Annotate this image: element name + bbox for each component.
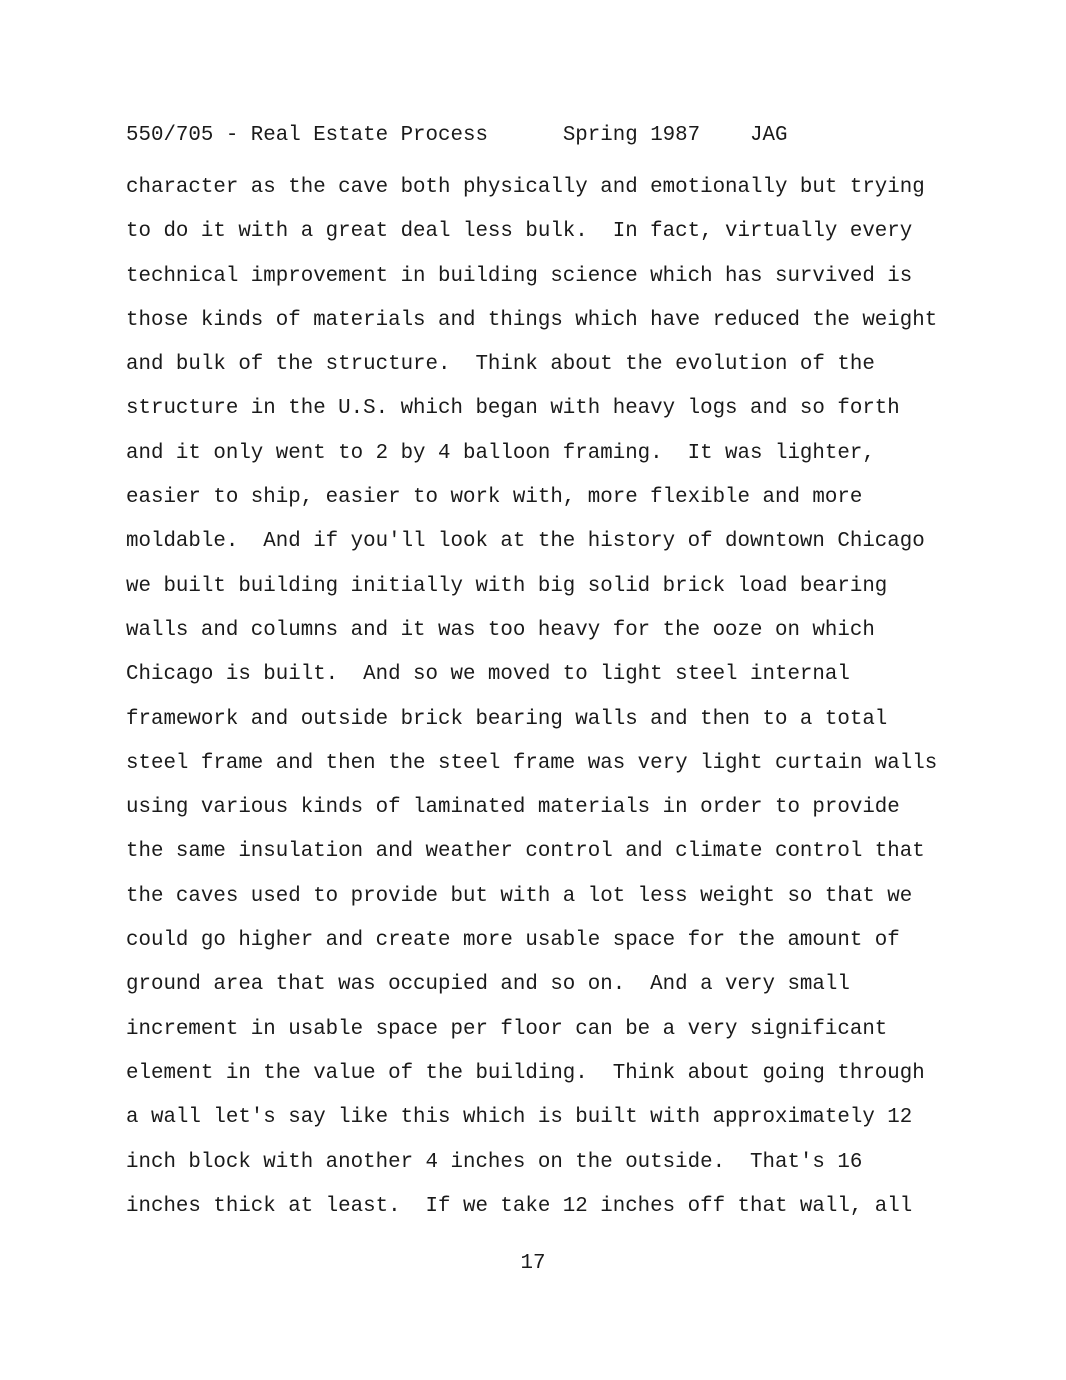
text-line: and bulk of the structure. Think about the evolution of the xyxy=(126,353,875,377)
text-line: element in the value of the building. Think about going through xyxy=(126,1061,925,1085)
text-line: Chicago is built. And so we moved to light steel internal xyxy=(126,663,850,687)
text-line: a wall let's say like this which is built with approximately 12 xyxy=(126,1106,913,1130)
text-line: using various kinds of laminated materials in order to provide xyxy=(126,796,900,820)
text-line: those kinds of materials and things which have reduced the weight xyxy=(126,308,938,332)
text-line: the caves used to provide but with a lot less weight so that we xyxy=(126,884,913,908)
text-line: the same insulation and weather control and climate control that xyxy=(126,840,925,864)
body-text xyxy=(126,166,937,1229)
text-line: moldable. And if you'll look at the history of downtown Chicago xyxy=(126,530,925,554)
text-line: easier to ship, easier to work with, more flexible and more xyxy=(126,486,863,510)
header-initials: JAG xyxy=(750,124,788,147)
text-line: technical improvement in building science which has survived is xyxy=(126,264,913,288)
page-number: 17 xyxy=(520,1252,546,1275)
text-line: inch block with another 4 inches on the outside. That's 16 xyxy=(126,1150,863,1174)
text-line: inches thick at least. If we take 12 inches off that wall, all xyxy=(126,1194,913,1218)
text-line: framework and outside brick bearing walls and then to a total xyxy=(126,707,888,731)
text-line: steel frame and then the steel frame was very light curtain walls xyxy=(126,751,938,775)
page-header xyxy=(126,122,788,150)
text-line: to do it with a great deal less bulk. In fact, virtually every xyxy=(126,220,913,244)
text-line: ground area that was occupied and so on. And a very small xyxy=(126,973,850,997)
header-term: Spring 1987 xyxy=(562,124,701,147)
text-line: walls and columns and it was too heavy for the ooze on which xyxy=(126,618,875,642)
text-line: structure in the U.S. which began with heavy logs and so forth xyxy=(126,397,900,421)
text-line: increment in usable space per floor can be a very significant xyxy=(126,1017,888,1041)
header-course: 550/705 - Real Estate Process xyxy=(126,124,488,147)
text-line: we built building initially with big solid brick load bearing xyxy=(126,574,888,598)
text-line: and it only went to 2 by 4 balloon framing. It was lighter, xyxy=(126,441,875,465)
text-line: character as the cave both physically and emotionally but trying xyxy=(126,176,925,199)
text-line: could go higher and create more usable space for the amount of xyxy=(126,929,900,953)
